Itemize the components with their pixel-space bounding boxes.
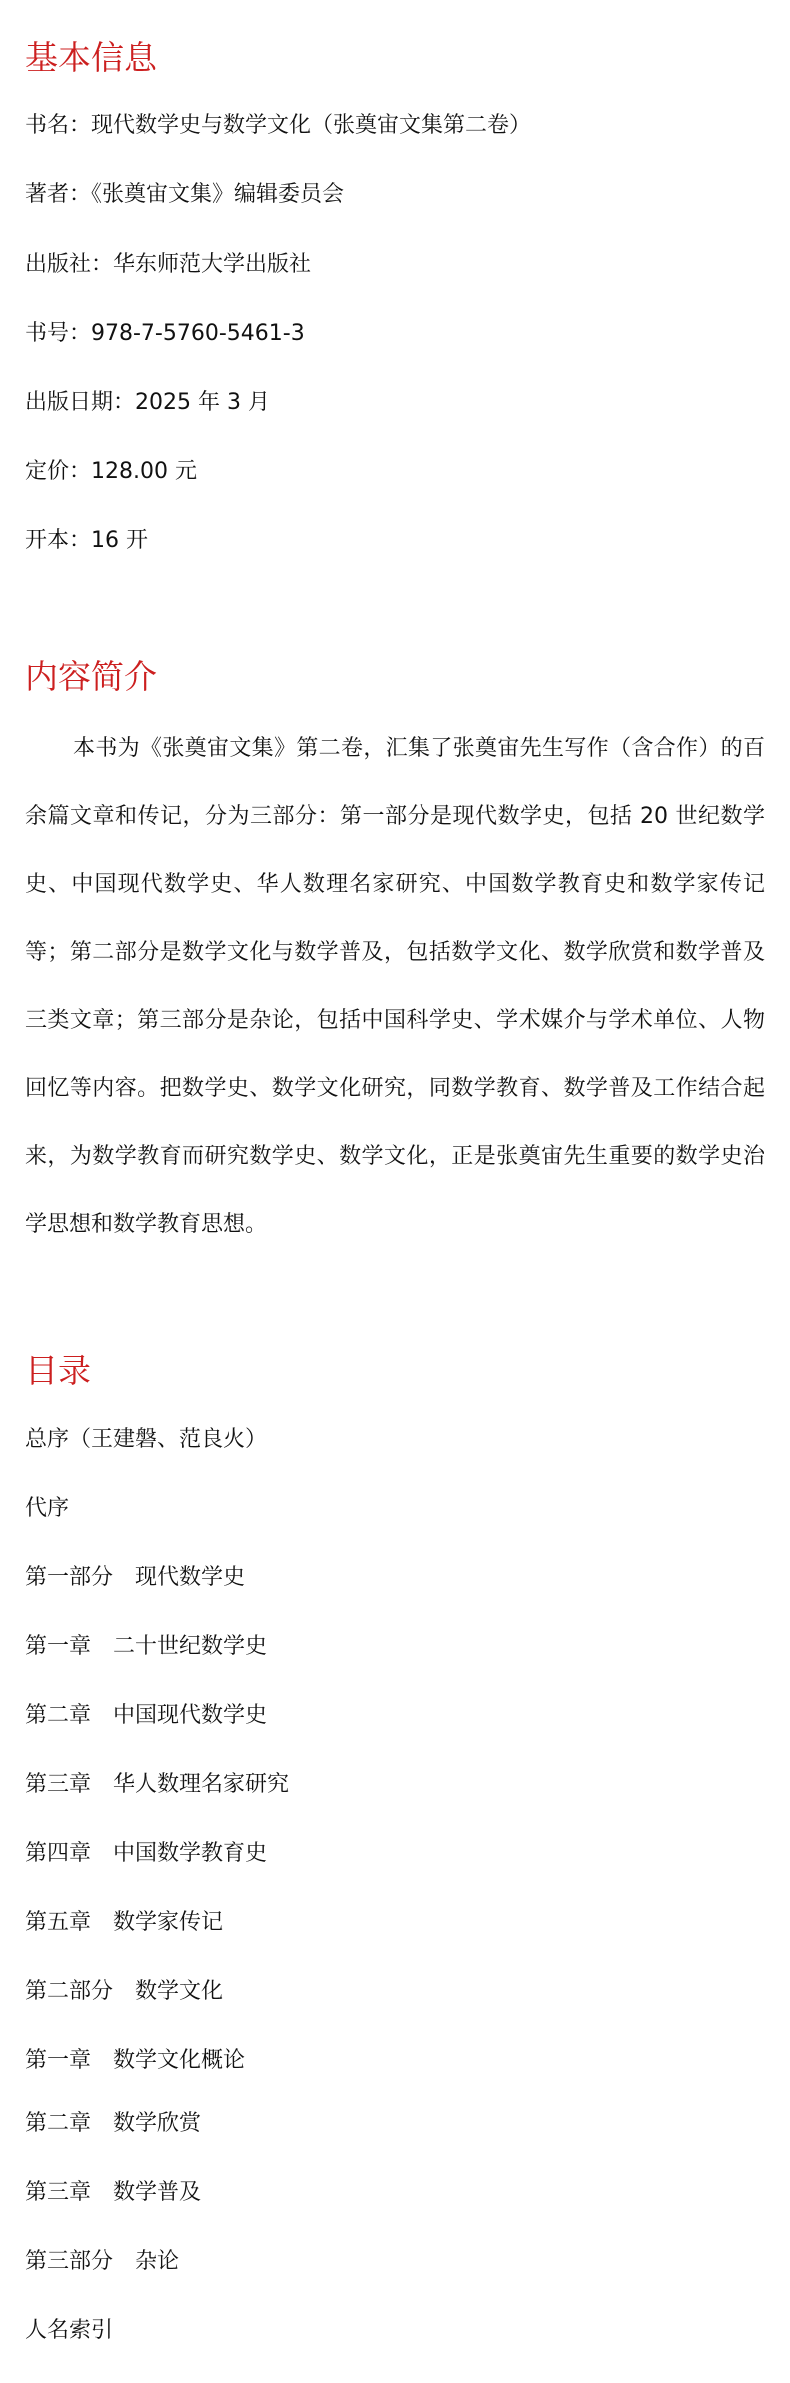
toc-item: 第二部分 数学文化 — [25, 1979, 224, 2004]
intro-paragraph: 本书为《张奠宙文集》第二卷，汇集了张奠宙先生写作（含合作）的百余篇文章和传记，分为三部分：第一部分是现代数学史，包括 20 世纪数学史、中国现代数学史、华人数理名家研究、中国数学教育史和数学家传记等；第二部分是数学文化与数学普及，包括数学文化、数学欣赏和数学普及三类文章；第三部分是杂论，包括中国科学史、学术媒介与学术单位、人物回忆等内容。把数学史、数学文化研究，同数学教育、数学普及工作结合起来，为数学教育而研究数学史、数学文化，正是张奠宙先生重要的数学史治学思想和数学教育思想。 — [25, 736, 765, 1237]
intro-heading: 内容简介 — [25, 657, 157, 696]
toc-item: 第二章 数学欣赏 — [25, 2111, 202, 2136]
toc-item: 总序（王建磐、范良火） — [25, 1427, 268, 1452]
toc-item: 代序 — [25, 1496, 70, 1521]
info-format: 开本：16 开 — [25, 528, 148, 553]
basic-info-heading: 基本信息 — [25, 38, 157, 77]
toc-item: 第一部分 现代数学史 — [25, 1565, 246, 1590]
toc-item: 第三部分 杂论 — [25, 2249, 180, 2274]
info-price: 定价：128.00 元 — [25, 459, 197, 484]
toc-item: 第一章 数学文化概论 — [25, 2048, 246, 2073]
toc-heading: 目录 — [25, 1351, 91, 1390]
info-title: 书名：现代数学史与数学文化（张奠宙文集第二卷） — [25, 113, 532, 138]
toc-item: 人名索引 — [25, 2318, 114, 2343]
info-author: 著者：《张奠宙文集》编辑委员会 — [25, 182, 345, 207]
toc-item: 第一章 二十世纪数学史 — [25, 1634, 268, 1659]
toc-item: 第三章 数学普及 — [25, 2180, 202, 2205]
info-publisher: 出版社：华东师范大学出版社 — [25, 252, 312, 277]
info-isbn: 书号：978-7-5760-5461-3 — [25, 321, 305, 346]
info-publish-date: 出版日期：2025 年 3 月 — [25, 390, 270, 415]
toc-item: 第五章 数学家传记 — [25, 1910, 224, 1935]
toc-item: 第四章 中国数学教育史 — [25, 1841, 268, 1866]
toc-item: 第二章 中国现代数学史 — [25, 1703, 268, 1728]
toc-item: 第三章 华人数理名家研究 — [25, 1772, 290, 1797]
